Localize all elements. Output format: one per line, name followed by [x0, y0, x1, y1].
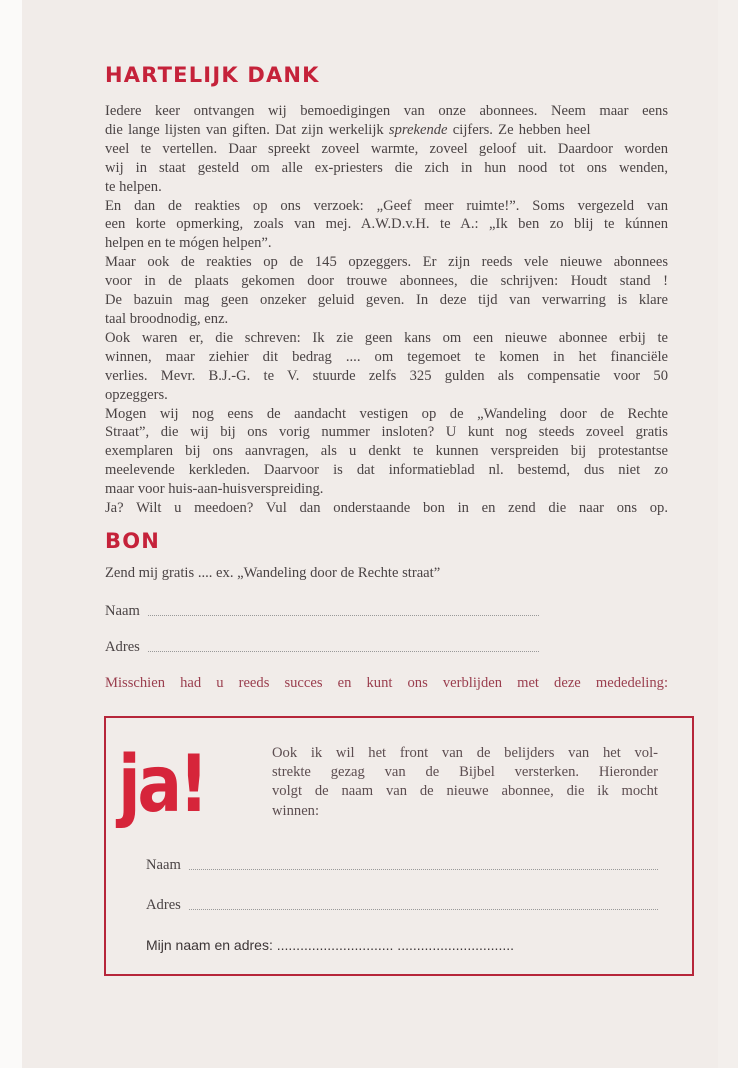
body-line: voor in de plaats gekomen door trouwe abonnees, die schrijven: Houdt stand ! — [105, 273, 668, 290]
coupon-address-line[interactable] — [189, 908, 658, 910]
body-line-emphasis: sprekende — [388, 121, 448, 138]
body-line: Maar ook de reakties op de 145 opzeggers. Er zijn reeds vele nieuwe abonnees — [105, 254, 668, 271]
heading-bon: BON — [105, 529, 161, 553]
coupon-text-line: strekte gezag van de Bijbel versterken. Hieronder — [272, 764, 658, 781]
body-line: Ja? Wilt u meedoen? Vul dan onderstaande bon in en zend die naar ons op. — [105, 500, 668, 517]
coupon-name-field[interactable] — [146, 856, 658, 874]
body-line: Iedere keer ontvangen wij bemoedigingen van onze abonnees. Neem maar eens — [105, 103, 668, 119]
coupon-text — [272, 744, 658, 821]
body-line: te helpen. — [105, 178, 162, 195]
coupon-name-line[interactable] — [189, 868, 658, 870]
body-line-text: cijfers. Ze hebben heel — [447, 121, 591, 138]
body-line: opzeggers. — [105, 386, 168, 403]
bon-name-line[interactable] — [148, 614, 539, 616]
coupon-box — [104, 716, 694, 976]
ja-logo: ja! — [118, 740, 206, 830]
body-line-text: die lange lijsten van giften. Dat zijn werkelijk — [105, 121, 389, 138]
body-line: meelevende kerkleden. Daarvoor is dat informatieblad nl. bestemd, dus niet zo — [105, 462, 668, 479]
bon-name-field[interactable] — [105, 602, 539, 620]
coupon-address-field[interactable] — [146, 896, 658, 914]
bon-address-field[interactable] — [105, 638, 539, 656]
body-line: helpen en te mógen helpen”. — [105, 235, 272, 252]
bon-note-text: Misschien had u reeds succes en kunt ons verblijden met deze mededeling: — [105, 675, 668, 691]
body-line: Mogen wij nog eens de aandacht vestigen op de „Wandeling door de Rechte — [105, 405, 668, 422]
body-line: verlies. Mevr. B.J.-G. te V. stuurde zelfs 325 gulden als compensatie voor 50 — [105, 367, 668, 384]
body-line — [105, 121, 668, 140]
body-line: taal broodnodig, enz. — [105, 310, 229, 327]
body-line: een korte opmerking, zoals van mej. A.W.D.v.H. te A.: „Ik ben zo blij te kúnnen — [105, 216, 668, 233]
heading-hartelijk-dank: HARTELIJK DANK — [105, 63, 320, 87]
bon-name-label: Naam — [105, 603, 140, 619]
bon-address-label: Adres — [105, 639, 140, 655]
coupon-own-label: Mijn naam en adres: .............................. .............................. — [146, 937, 514, 953]
body-line: veel te vertellen. Daar spreekt zoveel warmte, zoveel geloof uit. Daardoor worden — [105, 140, 668, 157]
coupon-text-line: winnen: — [272, 802, 320, 819]
coupon-address-label: Adres — [146, 897, 181, 913]
coupon-own-field[interactable] — [146, 936, 658, 954]
body-line: wij in staat gesteld om alle ex-priesters die zich in hun nood tot ons wenden, — [105, 159, 668, 176]
coupon-text-line: Ook ik wil het front van de belijders van het vol- — [272, 745, 658, 761]
bon-request-text: Zend mij gratis .... ex. „Wandeling door de Rechte straat” — [105, 565, 441, 581]
body-line: En dan de reakties op ons verzoek: „Geef meer ruimte!”. Soms vergezeld van — [105, 197, 668, 214]
body-line: winnen, maar ziehier dit bedrag .... om tegemoet te komen in het financiële — [105, 348, 668, 365]
coupon-name-label: Naam — [146, 857, 181, 873]
page-edge — [0, 0, 22, 1068]
body-line: exemplaren bij ons aanvragen, als u denkt te kunnen verspreiden bij protestantse — [105, 443, 668, 460]
bon-note — [105, 674, 668, 692]
bon-address-line[interactable] — [148, 650, 539, 652]
body-line: De bazuin mag geen onzeker geluid geven. In deze tijd van verwarring is klare — [105, 292, 668, 309]
coupon-text-line: volgt de naam van de nieuwe abonnee, die ik mocht — [272, 783, 658, 800]
body-line: Straat”, die wij bij ons vorig nummer insloten? U kunt nog steeds zoveel gratis — [105, 424, 668, 441]
bon-request — [105, 564, 440, 582]
body-text — [105, 102, 668, 518]
body-line: maar voor huis-aan-huisverspreiding. — [105, 481, 324, 498]
body-line: Ook waren er, die schreven: Ik zie geen kans om een nieuwe abonnee erbij te — [105, 329, 668, 346]
